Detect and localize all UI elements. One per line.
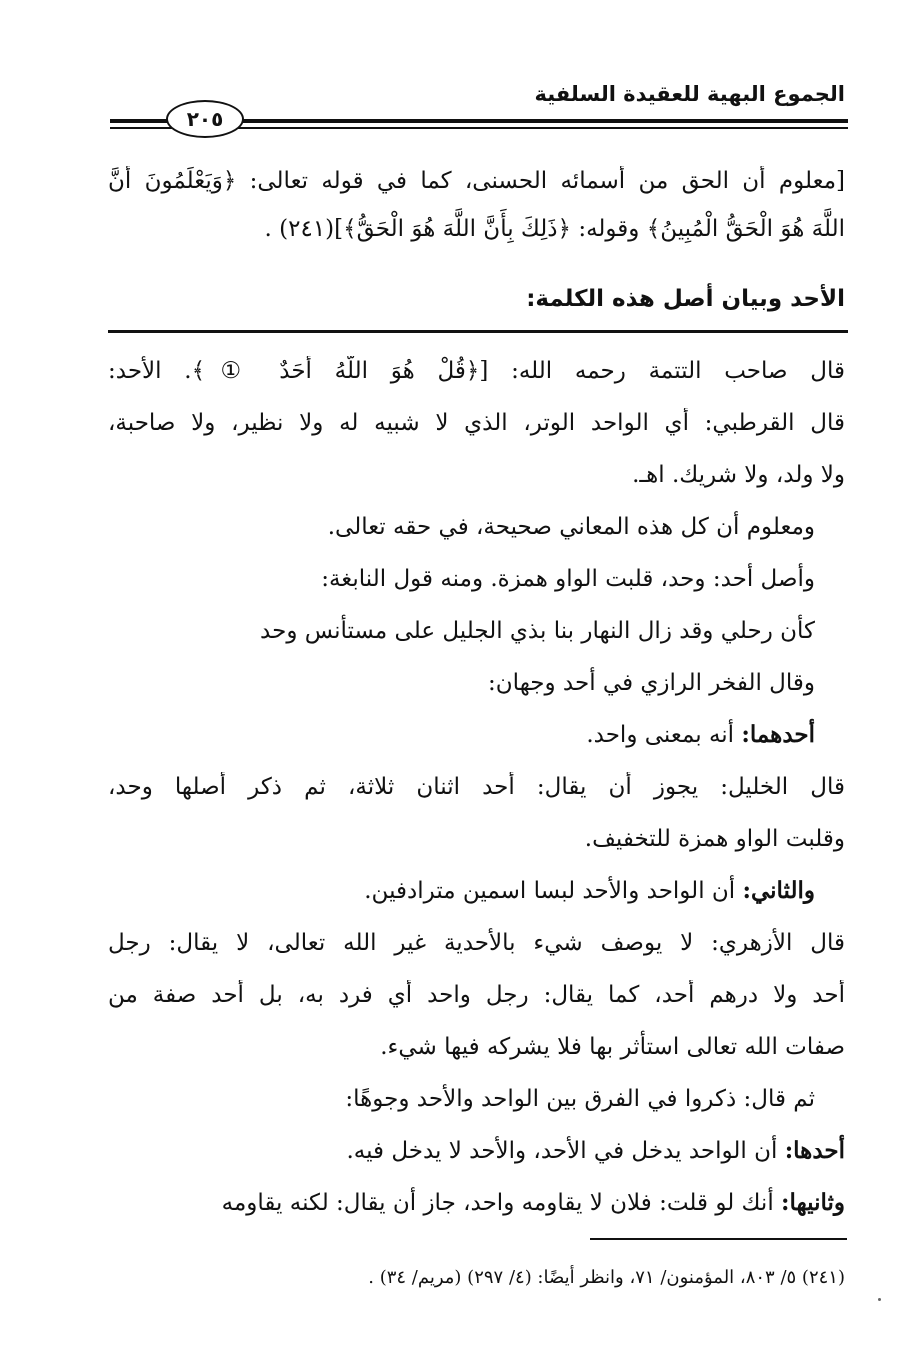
point-second-label: والثاني: [742,877,815,904]
difference-first-label: أحدها: [784,1137,845,1164]
point-second [364,876,815,906]
point-first-label: أحدهما: [741,721,815,748]
section-heading: الأحد وبيان أصل هذه الكلمة: [526,286,845,312]
paragraph-1-line-2: قال القرطبي: أي الواحد الوتر، الذي لا شبيه له ولا نظير، ولا صاحبة، [108,410,845,436]
difference-first-text: أن الواحد يدخل في الأحد، والأحد لا يدخل فيه. [346,1138,785,1164]
paragraph-1-line-3: ولا ولد، ولا شريك. اهـ. [632,462,845,488]
poetry-verse: كأن رحلي وقد زال النهار بنا بذي الجليل على مستأنس وحد [260,618,815,644]
point-first [586,720,815,750]
paragraph-7: ثم قال: ذكروا في الفرق بين الواحد والأحد وجوهًا: [345,1086,815,1112]
paragraph-4: وقال الفخر الرازي في أحد وجهان: [488,670,815,696]
intro-line-1: [معلوم أن الحق من أسمائه الحسنى، كما في قوله تعالى: ﴿وَيَعْلَمُونَ أَنَّ [108,168,845,194]
scan-speck [878,1298,881,1301]
heading-rule [108,330,848,333]
footnote-separator [590,1238,847,1240]
difference-second-text: أنك لو قلت: فلان لا يقاومه واحد، جاز أن يقال: لكنه يقاومه [221,1190,782,1216]
footnote-241: (٢٤١) ٥/ ٨٠٣، المؤمنون/ ٧١، وانظر أيضًا: (٤/ ٢٩٧) (مريم/ ٣٤) . [368,1267,845,1288]
paragraph-2: ومعلوم أن كل هذه المعاني صحيحة، في حقه تعالى. [327,514,815,540]
paragraph-6-line-3: صفات الله تعالى استأثر بها فلا يشركه فيها شيء. [380,1034,845,1060]
difference-second-label: وثانيها: [781,1189,845,1216]
page-number: ٢٠٥ [166,100,244,138]
intro-line-2: اللَّهَ هُوَ الْحَقُّ الْمُبِينُ﴾ وقوله: ﴿ذَلِكَ بِأَنَّ اللَّهَ هُوَ الْحَقُّ﴾](٢٤١) . [264,216,845,242]
paragraph-5-line-1: قال الخليل: يجوز أن يقال: أحد اثنان ثلاثة، ثم ذكر أصلها وحد، [108,774,845,800]
paragraph-6-line-1: قال الأزهري: لا يوصف شيء بالأحدية غير الله تعالى، لا يقال: رجل [108,930,845,956]
paragraph-6-line-2: أحد ولا درهم أحد، كما يقال: رجل واحد أي فرد به، بل أحد صفة من [108,982,845,1008]
running-header-title: الجموع البهية للعقيدة السلفية [534,82,845,106]
point-first-text: أنه بمعنى واحد. [586,722,742,748]
paragraph-3: وأصل أحد: وحد، قلبت الواو همزة. ومنه قول النابغة: [321,566,815,592]
point-second-text: أن الواحد والأحد لبسا اسمين مترادفين. [364,878,743,904]
difference-first [346,1136,845,1166]
paragraph-5-line-2: وقلبت الواو همزة للتخفيف. [584,826,845,852]
paragraph-1-line-1: قال صاحب التتمة رحمه الله: [﴿قُلْ هُوَ اللَّهُ أَحَدٌ ①﴾. الأحد: [108,358,845,384]
difference-second [222,1188,845,1218]
